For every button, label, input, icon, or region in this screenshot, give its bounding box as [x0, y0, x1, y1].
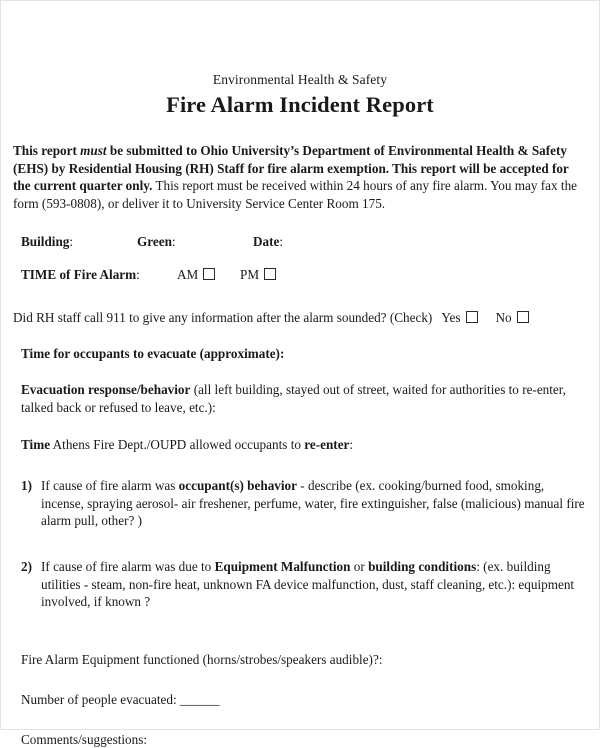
- reenter-bold-term: re-enter: [304, 436, 350, 452]
- reenter-colon: :: [349, 436, 354, 452]
- yes-label: Yes: [441, 310, 461, 326]
- equipment-functioned-label: Fire Alarm Equipment functioned (horns/strobes/speakers audible)?:: [21, 651, 383, 667]
- item-2-post-text: : (ex. building utilities - steam, non-fire heat, unknown FA device malfunction, dust, staff cleaning, etc.): equipment involved, if known ?: [41, 558, 575, 610]
- question-911-row: [13, 309, 587, 326]
- green-colon: :: [171, 234, 176, 250]
- intro-emphasis-must: must: [80, 143, 107, 158]
- building-green-date-row: [13, 233, 587, 250]
- intro-bold-lead: This report: [13, 143, 81, 158]
- page-title: Fire Alarm Incident Report: [166, 92, 434, 117]
- intro-regular-tail: This report must be received within 24 hours of any fire alarm. You may fax the form (593-0808), or deliver it to University Service Center Room 175.: [13, 178, 578, 211]
- item-1-marker: 1): [21, 478, 32, 494]
- question-item-1: [13, 477, 587, 530]
- item-2-middle-text: or: [350, 558, 369, 574]
- people-evacuated-label: Number of people evacuated:: [21, 691, 177, 707]
- intro-bold-body: be submitted to Ohio University’s Department of Environmental Health & Safety (EHS) by Residential Housing (RH) Staff for fire alarm exemption. This report will be accepted for the current quarter only.: [13, 143, 569, 194]
- no-label: No: [495, 310, 512, 326]
- document-header: [13, 1, 587, 119]
- date-field[interactable]: [253, 233, 283, 250]
- people-evacuated-row: [21, 691, 587, 708]
- item-1-bold-term: occupant(s) behavior: [178, 478, 297, 494]
- pm-option[interactable]: [240, 266, 276, 283]
- am-label: AM: [177, 267, 199, 283]
- item-2-marker: 2): [21, 558, 32, 574]
- department-line: Environmental Health & Safety: [212, 72, 388, 87]
- evacuation-response-label: Evacuation response/behavior: [21, 382, 191, 398]
- yes-checkbox[interactable]: [466, 311, 478, 323]
- evacuation-response-text: (all left building, stayed out of street, waited for authorities to re-enter, talked back or refused to leave, etc.):: [21, 382, 566, 415]
- no-checkbox[interactable]: [517, 311, 529, 323]
- reenter-middle-text: Athens Fire Dept./OUPD allowed occupants to: [50, 436, 305, 452]
- building-colon: :: [69, 234, 74, 250]
- building-field[interactable]: [21, 233, 73, 250]
- question-911-text: Did RH staff call 911 to give any information after the alarm sounded? (Check): [13, 310, 433, 326]
- item-2-bold-term: Equipment Malfunction: [214, 558, 351, 574]
- reenter-time-line: [21, 436, 587, 454]
- date-colon: :: [279, 234, 284, 250]
- time-of-alarm-label: TIME of Fire Alarm: [21, 267, 137, 283]
- time-of-alarm-row: [13, 266, 587, 284]
- question-item-2: [13, 558, 587, 611]
- item-2-pre-text: If cause of fire alarm was due to: [41, 558, 215, 574]
- reenter-time-label: Time: [21, 436, 51, 452]
- time-of-alarm-field[interactable]: [21, 266, 140, 283]
- yes-option[interactable]: [441, 310, 477, 325]
- time-of-alarm-colon: :: [136, 267, 140, 283]
- date-label: Date: [253, 234, 280, 250]
- no-option[interactable]: [496, 310, 529, 325]
- comments-label: Comments/suggestions:: [21, 731, 148, 747]
- am-option[interactable]: [177, 266, 215, 283]
- pm-label: PM: [240, 267, 260, 283]
- green-label: Green: [137, 234, 172, 250]
- intro-paragraph: [13, 142, 587, 212]
- evacuate-time-label: Time for occupants to evacuate (approximate):: [21, 346, 285, 362]
- item-1-post-text: - describe (ex. cooking/burned food, smoking, incense, spraying aerosol- air freshener, perfume, water, fire extinguisher, false (malicious) manual fire alarm pull, other? ): [41, 478, 585, 529]
- green-field[interactable]: [137, 233, 176, 250]
- evacuation-response-paragraph: [21, 381, 587, 416]
- am-checkbox[interactable]: [203, 268, 215, 280]
- document-sheet: [1, 1, 601, 748]
- building-label: Building: [21, 234, 70, 250]
- item-1-pre-text: If cause of fire alarm was: [41, 478, 179, 494]
- item-2-bold-term-2: building conditions: [368, 558, 477, 574]
- pm-checkbox[interactable]: [264, 268, 276, 280]
- people-evacuated-blank[interactable]: ______: [176, 691, 220, 707]
